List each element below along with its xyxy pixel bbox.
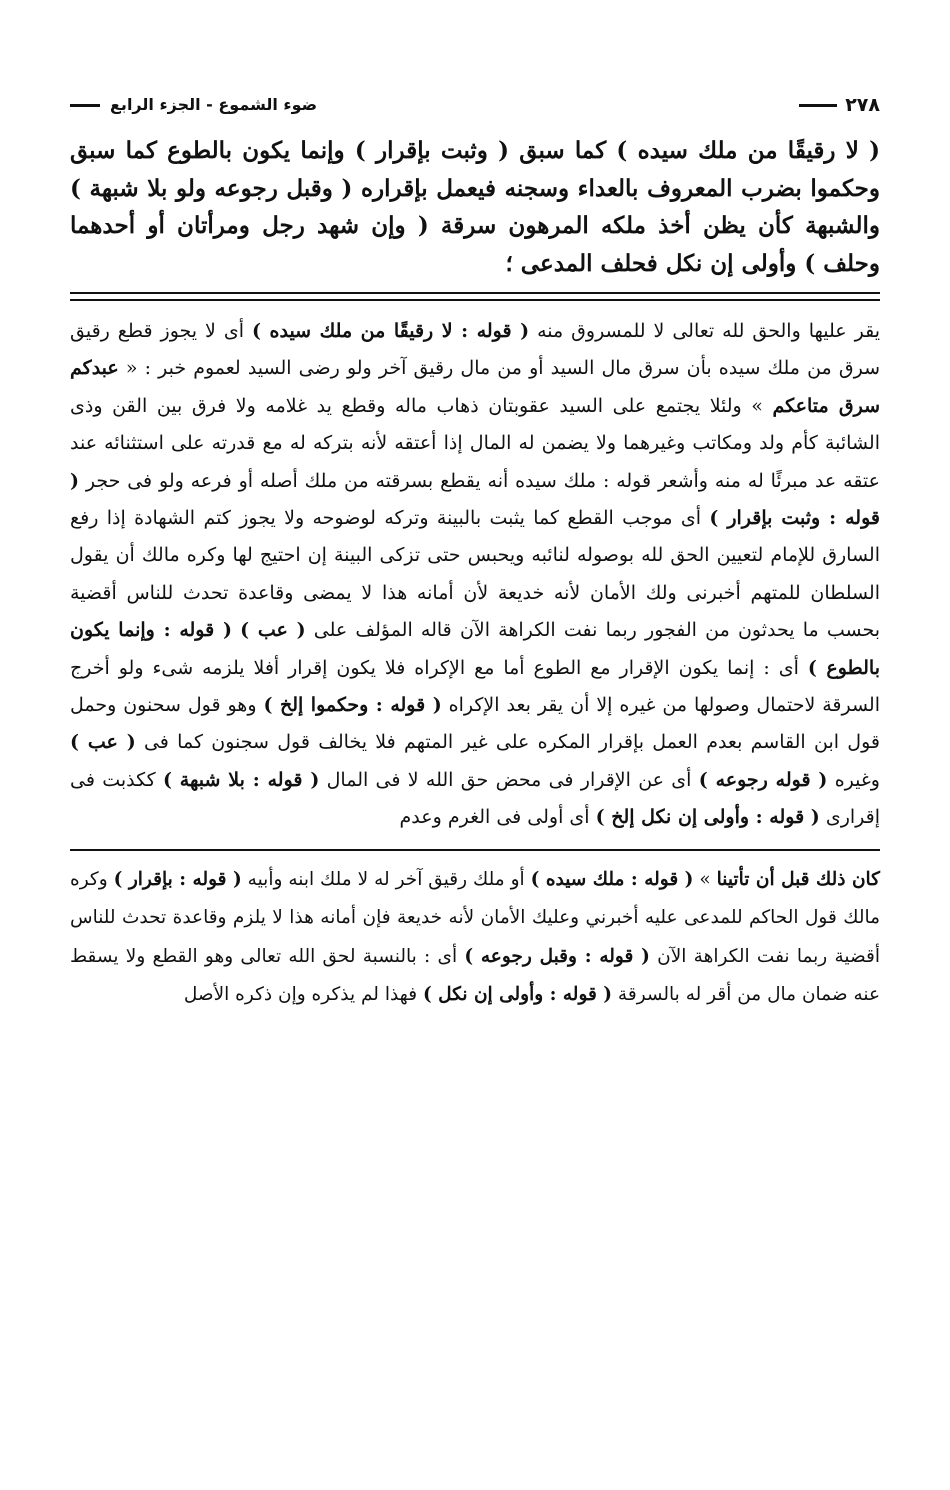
commentary-bold-segment: ( قوله : وثبت بإقرار ) bbox=[70, 469, 880, 530]
notes-segment: فهذا لم يذكره وإن ذكره الأصل bbox=[183, 984, 423, 1006]
notes-bold-segment: ( قوله : ملك سيده ) bbox=[530, 868, 694, 890]
commentary-segment: أى : إنما يكون الإقرار مع الطوع أما مع الإكراه فلا يكون إقرار أفلا يلزمه شىء ولو أخرج السرقة لاحتمال وصولها من غيره إلا أن يقر بعد الإكراه bbox=[70, 656, 880, 717]
double-rule-divider bbox=[70, 292, 880, 301]
notes-segment: أو ملك رقيق آخر له لا ملك ابنه وأبيه bbox=[241, 868, 531, 890]
main-text: ( لا رقيقًا من ملك سيده ) كما سبق ( وثبت بإقرار ) وإنما يكون بالطوع كما سبق وحكموا بضرب المعروف بالعداء وسجنه فيعمل بإقراره ( وقبل رجوعه ولو بلا شبهة ) والشبهة كأن يظن أخذ ملكه المرهون سرقة ( وإن شهد رجل ومرأتان أو أحدهما وحلف ) وأولى إن نكل فحلف المدعى ؛ bbox=[70, 137, 880, 277]
commentary-segment: أى أولى فى الغرم وعدم bbox=[399, 806, 596, 829]
commentary-segment: » ولئلا يجتمع على السيد عقوبتان ذهاب ماله وقطع يد غلامه ولا فرق بين القن وذى الشائبة كأم ولد ومكاتب وغيرهما ولا يضمن له المال إذا أعتقه لأنه بتركه له مع قدرته على استثنائه عند عتقه عد مبرئًا له منه وأشعر قوله : ملك سيده أنه يقطع بسرقته من ملك أصله أو فرعه ولو فى حجر bbox=[70, 394, 880, 492]
footnote-rule-divider bbox=[70, 849, 880, 851]
notes-segment: وكره مالك قول الحاكم للمدعى عليه أخبرني وعليك الأمان لأنه خديعة فإن أمانه هذا لا يلزم وقاعدة تحدث للناس أقضية ربما نفت الكراهة الآن bbox=[70, 868, 881, 967]
commentary-segment: أى موجب القطع كما يثبت بالبينة وتركه لوضوحه ولا يجوز كتم الشهادة إذا رفع السارق للإمام لتعيين الحق لله بوصوله لنائبه ويحبس حتى تزكى البينة إن احتيج لها وكره مالك أن يقول السلطان للمتهم أخبرنى ولك الأمان لأنه خديعة لأن أمانه هذا لا يمضى وقاعدة تحدث للناس أقضية بحسب ما يحدثون من الفجور ربما نفت الكراهة الآن قاله المؤلف على bbox=[70, 507, 881, 642]
commentary-bold-segment: ( قوله : وإنما يكون بالطوع ) bbox=[70, 619, 880, 679]
commentary-segment bbox=[232, 619, 240, 641]
notes-bold-segment: ( قوله : وقبل رجوعه ) bbox=[464, 945, 650, 967]
notes-bold-segment: ( قوله : بإقرار ) bbox=[113, 868, 242, 890]
commentary-segment: أى لا يجوز قطع رقيق سرق من ملك سيده بأن سرق مال السيد أو من مال رقيق آخر ولو رضى السيد لعموم خبر : « bbox=[70, 320, 880, 380]
commentary-segment: أى عن الإقرار فى محض حق الله لا فى المال bbox=[319, 768, 699, 791]
commentary-segment: ككذبت فى إقرارى bbox=[70, 768, 880, 829]
commentary-bold-segment: ( قوله رجوعه ) bbox=[698, 768, 828, 791]
commentary-bold-segment: ( قوله : وحكموا إلخ ) bbox=[263, 694, 442, 717]
commentary-bold-segment: ( عب ) bbox=[70, 731, 136, 754]
commentary-bold-segment: ( قوله : وأولى إن نكل إلخ ) bbox=[595, 806, 820, 829]
footnotes-text bbox=[70, 861, 880, 1015]
commentary-bold-segment: ( قوله : بلا شبهة ) bbox=[162, 768, 320, 791]
commentary-text bbox=[70, 313, 880, 837]
notes-bold-segment: ( قوله : وأولى إن نكل ) bbox=[422, 984, 613, 1006]
running-title: ضوء الشموع - الجزء الرابع bbox=[70, 88, 317, 122]
commentary-bold-segment: ( قوله : لا رقيقًا من ملك سيده ) bbox=[251, 320, 530, 342]
commentary-bold-segment: ( عب ) bbox=[240, 619, 306, 642]
commentary-segment: يقر عليها والحق لله تعالى لا للمسروق منه bbox=[529, 320, 880, 342]
notes-segment: » bbox=[693, 868, 717, 890]
notes-segment: أى : بالنسبة لحق الله تعالى وهو القطع ولا يسقط عنه ضمان مال من أقر له بالسرقة bbox=[70, 945, 880, 1006]
notes-bold-segment: كان ذلك قبل أن تأتينا bbox=[716, 868, 880, 890]
commentary-bold-segment: عبدكم سرق متاعكم bbox=[70, 357, 881, 417]
commentary-segment: وهو قول سحنون وحمل قول ابن القاسم بعدم العمل بإقرار المكره على غير المتهم فلا يخالف قول سجنون كما فى bbox=[70, 694, 880, 754]
running-header bbox=[70, 88, 880, 122]
page-number: ٢٧٨ bbox=[799, 88, 880, 122]
book-page bbox=[70, 88, 880, 1428]
commentary-segment: وغيره bbox=[827, 768, 880, 791]
